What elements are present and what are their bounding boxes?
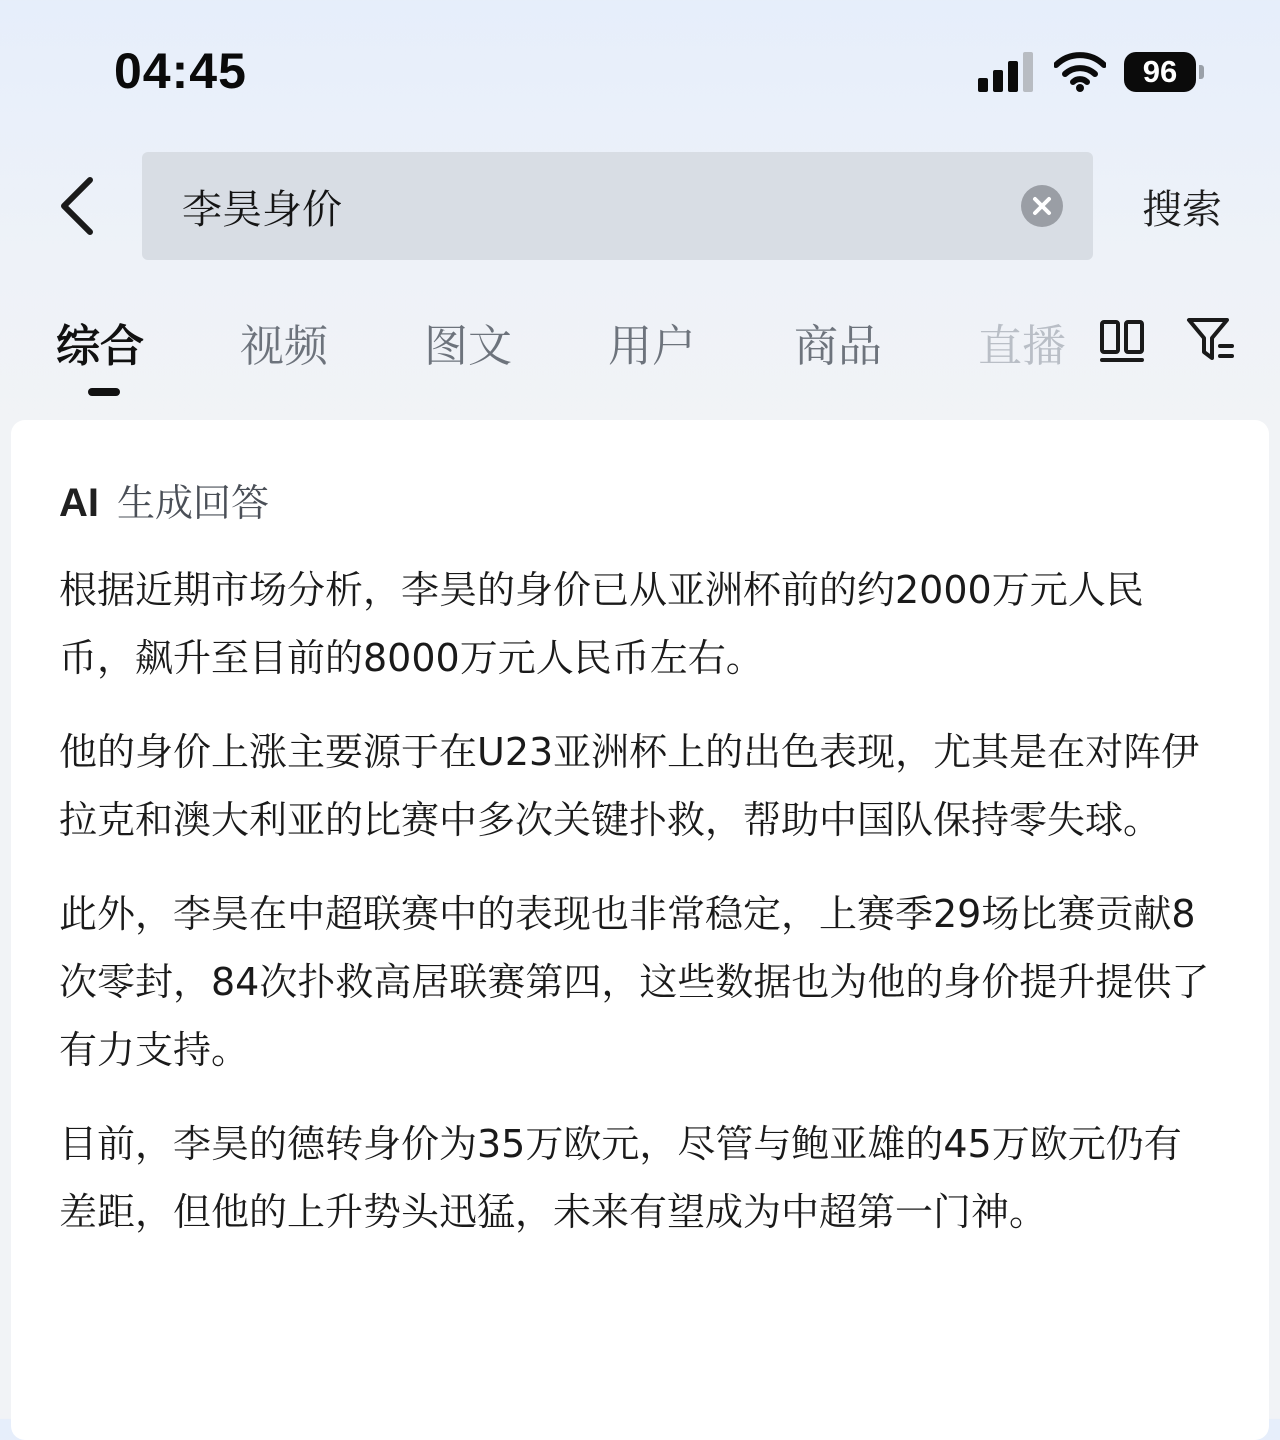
filter-button[interactable]	[1186, 316, 1236, 368]
search-input[interactable]	[182, 174, 982, 238]
wifi-icon	[1054, 52, 1106, 92]
ai-badge: AI	[59, 481, 99, 525]
battery-level: 96	[1142, 54, 1178, 89]
answer-paragraph: 根据近期市场分析，李昊的身价已从亚洲杯前的约2000万元人民币，飙升至目前的8000万元人民币左右。	[59, 568, 1144, 680]
tab-image-text[interactable]: 图文	[424, 321, 512, 372]
battery-icon	[1124, 52, 1196, 92]
clear-icon	[1021, 185, 1063, 227]
clock: 04:45	[114, 43, 247, 99]
layout-toggle-icon	[1098, 318, 1148, 364]
answer-paragraph: 此外，李昊在中超联赛中的表现也非常稳定，上赛季29场比赛贡献8次零封，84次扑救高居联赛第四，这些数据也为他的身价提升提供了有力支持。	[59, 892, 1210, 1072]
ai-answer-card	[11, 420, 1269, 1440]
search-header	[0, 150, 1280, 262]
result-tabs	[0, 300, 1280, 410]
tab-video[interactable]: 视频	[240, 321, 328, 372]
tab-live[interactable]: 直播	[978, 321, 1066, 372]
answer-paragraph: 他的身价上涨主要源于在U23亚洲杯上的出色表现，尤其是在对阵伊拉克和澳大利亚的比赛中多次关键扑救，帮助中国队保持零失球。	[59, 730, 1200, 842]
ai-answer-header	[59, 472, 269, 527]
battery-tip	[1199, 65, 1204, 79]
ai-answer-body	[59, 556, 1219, 1272]
active-tab-indicator	[88, 388, 120, 396]
tab-comprehensive[interactable]: 综合	[56, 321, 144, 372]
status-icons	[978, 50, 1196, 94]
clear-button[interactable]	[1021, 185, 1063, 227]
back-chevron-icon	[54, 174, 104, 238]
search-submit-button[interactable]: 搜索	[1142, 187, 1222, 233]
ai-answer-title: 生成回答	[117, 481, 270, 525]
tab-products[interactable]: 商品	[794, 321, 882, 372]
layout-toggle-button[interactable]	[1098, 318, 1148, 368]
filter-icon	[1186, 316, 1236, 364]
status-bar	[0, 0, 1280, 130]
answer-paragraph: 目前，李昊的德转身价为35万欧元，尽管与鲍亚雄的45万欧元仍有差距，但他的上升势头迅猛，未来有望成为中超第一门神。	[59, 1122, 1182, 1234]
cellular-signal-icon	[978, 52, 1036, 92]
search-box[interactable]	[142, 152, 1093, 260]
tab-users[interactable]: 用户	[608, 321, 696, 372]
back-button[interactable]	[54, 174, 104, 238]
